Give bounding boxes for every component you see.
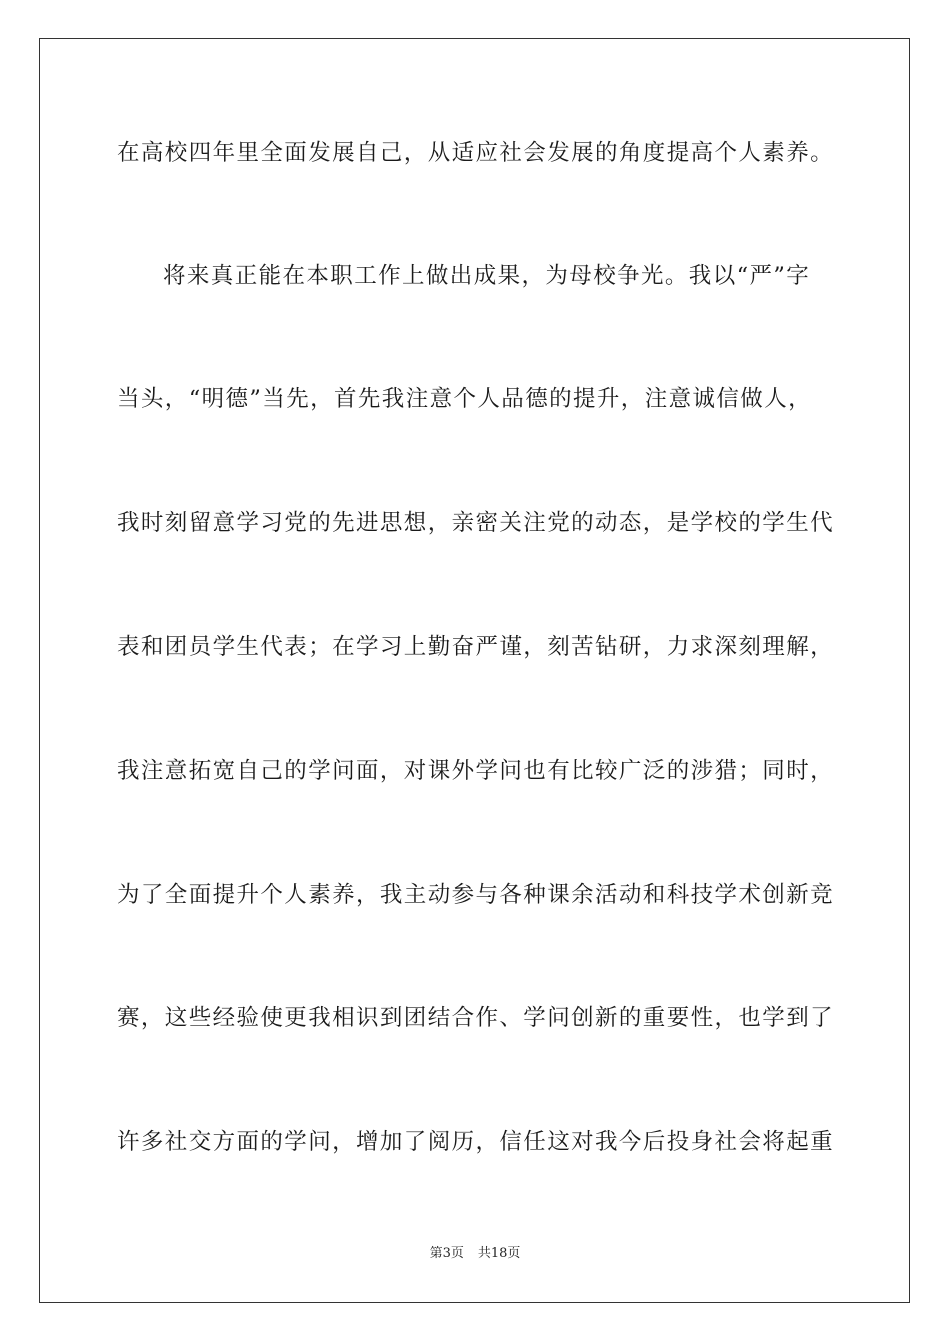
page-number-current: 第3页	[429, 1246, 464, 1261]
paragraph-line: 为了全面提升个人素养，我主动参与各种课余活动和科技学术创新竞	[117, 882, 835, 908]
paragraph-line: 我时刻留意学习党的先进思想，亲密关注党的动态，是学校的学生代	[117, 510, 835, 536]
paragraph-line-indented: 将来真正能在本职工作上做出成果，为母校争光。我以“严”字	[163, 263, 811, 289]
paragraph-line: 表和团员学生代表；在学习上勤奋严谨，刻苦钻研，力求深刻理解，	[117, 634, 835, 660]
paragraph-line: 赛，这些经验使更我相识到团结合作、学问创新的重要性，也学到了	[117, 1005, 835, 1031]
paragraph-line: 我注意拓宽自己的学问面，对课外学问也有比较广泛的涉猎；同时，	[117, 758, 835, 784]
page-border	[39, 38, 910, 1303]
paragraph-line: 当头，“明德”当先，首先我注意个人品德的提升，注意诚信做人，	[117, 386, 813, 412]
paragraph-line: 在高校四年里全面发展自己，从适应社会发展的角度提高个人素养。	[117, 140, 835, 166]
page-footer	[0, 1245, 950, 1263]
page-number-total: 共18页	[477, 1246, 521, 1261]
paragraph-line: 许多社交方面的学问，增加了阅历，信任这对我今后投身社会将起重	[117, 1129, 835, 1155]
